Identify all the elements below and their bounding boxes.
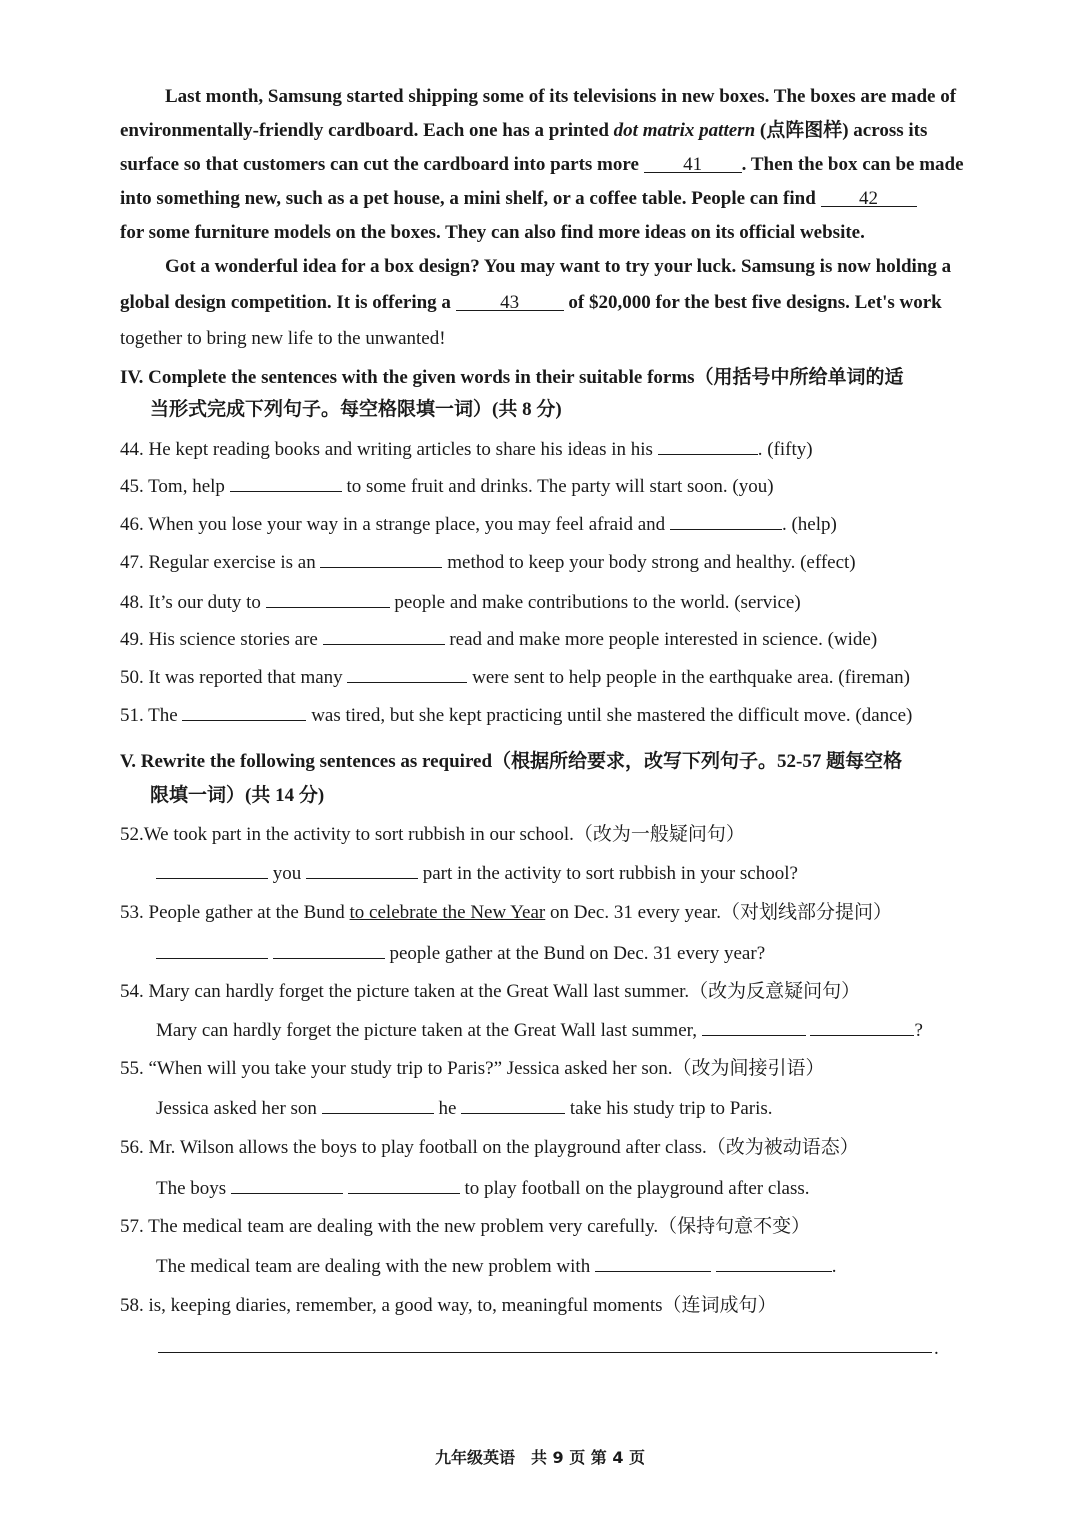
passage-line: for some furniture models on the boxes. They can also find more ideas on its official website. bbox=[120, 222, 865, 243]
answer-52: you part in the activity to sort rubbish in your school? bbox=[156, 861, 798, 886]
answer-blank[interactable] bbox=[182, 703, 306, 721]
answer-57: The medical team are dealing with the new problem with . bbox=[156, 1256, 837, 1277]
passage-line: Got a wonderful idea for a box design? You may want to try your luck. Samsung is now holding a bbox=[165, 256, 952, 277]
answer-blank[interactable] bbox=[273, 941, 385, 959]
page-footer: 九年级英语 共 9 页 第 4 页 bbox=[434, 1448, 646, 1467]
question-57: 57. The medical team are dealing with the new problem very carefully.（保持句意不变） bbox=[120, 1216, 811, 1237]
question-56: 56. Mr. Wilson allows the boys to play football on the playground after class.（改为被动语态） bbox=[120, 1137, 859, 1158]
blank-42[interactable]: 42 bbox=[821, 189, 917, 207]
passage-line: into something new, such as a pet house, a mini shelf, or a coffee table. People can find 42 bbox=[120, 187, 917, 211]
answer-blank[interactable] bbox=[810, 1018, 914, 1036]
question-49: 49. His science stories are read and make more people interested in science. (wide) bbox=[120, 629, 878, 650]
answer-58-period: . bbox=[934, 1338, 939, 1359]
blank-41[interactable]: 41 bbox=[644, 155, 742, 173]
answer-blank[interactable] bbox=[266, 590, 390, 608]
answer-blank[interactable] bbox=[230, 474, 342, 492]
answer-blank[interactable] bbox=[347, 665, 467, 683]
answer-blank[interactable] bbox=[320, 550, 442, 568]
question-47: 47. Regular exercise is an method to keep your body strong and healthy. (effect) bbox=[120, 552, 856, 573]
section-4-heading: IV. Complete the sentences with the given words in their suitable forms（用括号中所给单词的适 bbox=[120, 367, 904, 388]
question-58: 58. is, keeping diaries, remember, a good way, to, meaningful moments（连词成句） bbox=[120, 1295, 777, 1316]
answer-blank[interactable] bbox=[702, 1018, 806, 1036]
answer-53: people gather at the Bund on Dec. 31 every year? bbox=[156, 941, 765, 966]
answer-55: Jessica asked her son he take his study trip to Paris. bbox=[156, 1098, 773, 1119]
question-54: 54. Mary can hardly forget the picture taken at the Great Wall last summer.（改为反意疑问句） bbox=[120, 981, 861, 1002]
question-45: 45. Tom, help to some fruit and drinks. The party will start soon. (you) bbox=[120, 476, 774, 497]
answer-blank[interactable] bbox=[595, 1254, 711, 1272]
answer-blank[interactable] bbox=[323, 627, 445, 645]
passage-line: together to bring new life to the unwanted! bbox=[120, 328, 446, 349]
section-5-heading: V. Rewrite the following sentences as required（根据所给要求，改写下列句子。52-57 题每空格 bbox=[120, 751, 903, 772]
answer-blank[interactable] bbox=[231, 1176, 343, 1194]
question-53: 53. People gather at the Bund to celebrate the New Year on Dec. 31 every year.（对划线部分提问） bbox=[120, 902, 892, 923]
passage-line: environmentally-friendly cardboard. Each one has a printed dot matrix pattern (点阵图样) across its bbox=[120, 120, 928, 141]
answer-line-58[interactable] bbox=[158, 1352, 932, 1353]
passage-line: Last month, Samsung started shipping some of its televisions in new boxes. The boxes are made of bbox=[165, 86, 957, 107]
answer-blank[interactable] bbox=[348, 1176, 460, 1194]
question-51: 51. The was tired, but she kept practicing until she mastered the difficult move. (dance) bbox=[120, 705, 913, 726]
question-44: 44. He kept reading books and writing articles to share his ideas in his . (fifty) bbox=[120, 439, 813, 460]
question-52: 52.We took part in the activity to sort rubbish in our school.（改为一般疑问句） bbox=[120, 824, 745, 845]
question-46: 46. When you lose your way in a strange place, you may feel afraid and . (help) bbox=[120, 514, 837, 535]
passage-line: surface so that customers can cut the cardboard into parts more 41 . Then the box can be made bbox=[120, 154, 964, 175]
answer-blank[interactable] bbox=[670, 512, 782, 530]
answer-blank[interactable] bbox=[461, 1096, 565, 1114]
answer-56: The boys to play football on the playground after class. bbox=[156, 1178, 810, 1199]
answer-blank[interactable] bbox=[716, 1254, 832, 1272]
answer-54: Mary can hardly forget the picture taken at the Great Wall last summer, ? bbox=[156, 1020, 923, 1041]
answer-blank[interactable] bbox=[156, 861, 268, 879]
underlined-phrase: to celebrate the New Year bbox=[349, 902, 546, 923]
answer-blank[interactable] bbox=[156, 941, 268, 959]
blank-43[interactable]: 43 bbox=[456, 293, 564, 311]
question-50: 50. It was reported that many were sent to help people in the earthquake area. (fireman) bbox=[120, 667, 911, 688]
answer-blank[interactable] bbox=[306, 861, 418, 879]
question-55: 55. “When will you take your study trip to Paris?” Jessica asked her son.（改为间接引语） bbox=[120, 1058, 825, 1079]
section-4-heading-cont: 当形式完成下列句子。每空格限填一词）(共 8 分) bbox=[150, 399, 562, 420]
question-48: 48. It’s our duty to people and make contributions to the world. (service) bbox=[120, 592, 801, 613]
section-5-heading-cont: 限填一词）(共 14 分) bbox=[150, 785, 325, 806]
answer-blank[interactable] bbox=[322, 1096, 434, 1114]
passage-line: global design competition. It is offering a 43 of $20,000 for the best five designs. Let's work bbox=[120, 292, 942, 313]
answer-blank[interactable] bbox=[658, 437, 758, 455]
